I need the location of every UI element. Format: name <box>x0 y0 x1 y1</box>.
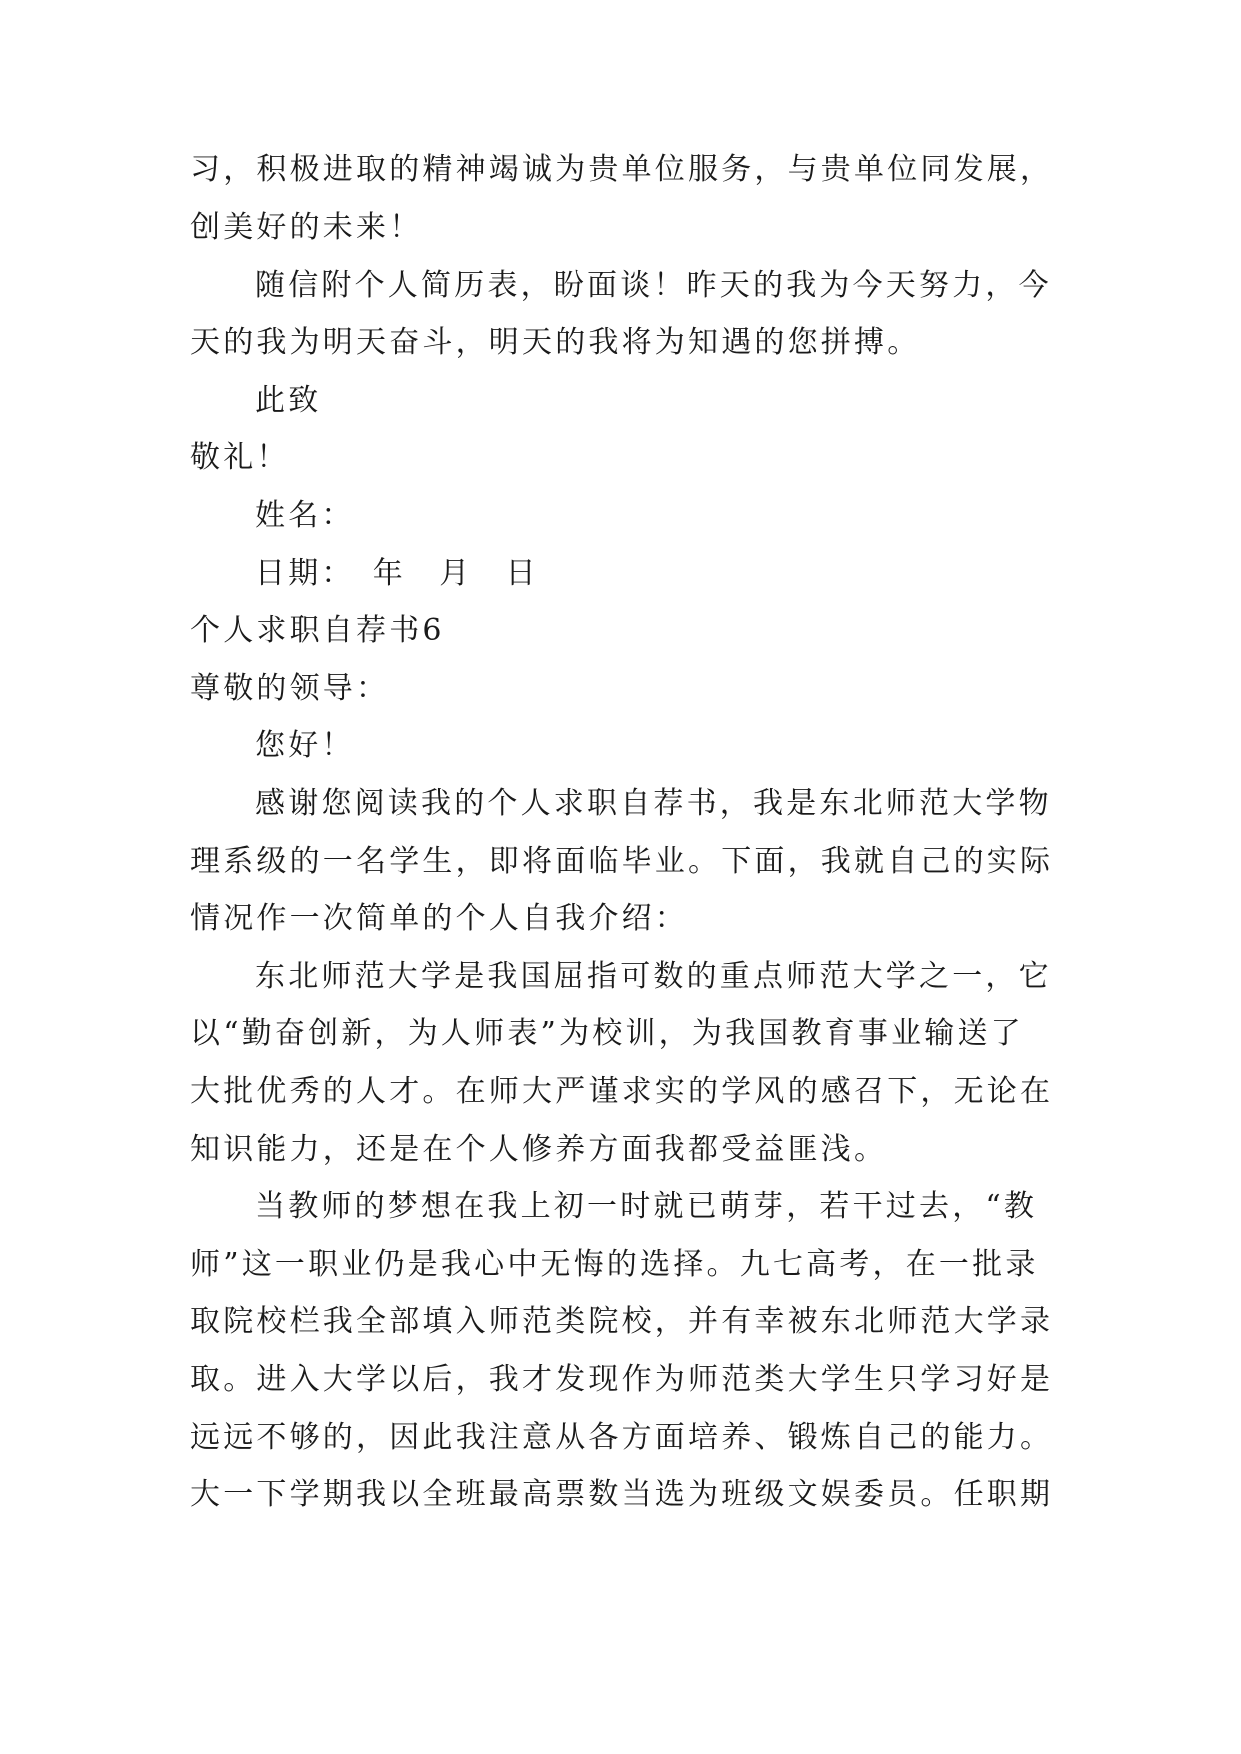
text-line: 此致 <box>255 383 322 418</box>
text-line: 天的我为明天奋斗，明天的我将为知遇的您拼搏。 <box>190 325 921 360</box>
text-line: 师”这一职业仍是我心中无悔的选择。九七高考，在一批录 <box>190 1247 1039 1282</box>
text-line: 大批优秀的人才。在师大严谨求实的学风的感召下，无论在 <box>190 1074 1054 1109</box>
text-line: 敬礼！ <box>190 440 290 475</box>
text-line: 您好！ <box>255 728 355 763</box>
text-line: 习，积极进取的精神竭诚为贵单位服务，与贵单位同发展， <box>190 152 1054 187</box>
text-line: 以“勤奋创新，为人师表”为校训，为我国教育事业输送了 <box>190 1016 1024 1051</box>
text-line: 大一下学期我以全班最高票数当选为班级文娱委员。任职期 <box>190 1477 1054 1512</box>
text-line: 知识能力，还是在个人修养方面我都受益匪浅。 <box>190 1132 888 1167</box>
text-line: 随信附个人简历表，盼面谈！昨天的我为今天努力，今 <box>255 268 1052 303</box>
text-line: 当教师的梦想在我上初一时就已萌芽，若干过去，“教 <box>255 1189 1038 1224</box>
text-line: 理系级的一名学生，即将面临毕业。下面，我就自己的实际 <box>190 844 1054 879</box>
section-heading: 个人求职自荐书6 <box>190 613 445 648</box>
text-line: 东北师范大学是我国屈指可数的重点师范大学之一，它 <box>255 959 1052 994</box>
text-line: 取院校栏我全部填入师范类院校，并有幸被东北师范大学录 <box>190 1304 1054 1339</box>
text-line: 情况作一次简单的个人自我介绍： <box>190 901 688 936</box>
text-line: 创美好的未来！ <box>190 210 423 245</box>
text-line: 尊敬的领导： <box>190 671 390 706</box>
text-line: 远远不够的，因此我注意从各方面培养、锻炼自己的能力。 <box>190 1420 1054 1455</box>
text-line: 日期： 年 月 日 <box>255 556 539 591</box>
text-line: 姓名： <box>255 498 355 533</box>
text-line: 感谢您阅读我的个人求职自荐书，我是东北师范大学物 <box>255 786 1052 821</box>
text-line: 取。进入大学以后，我才发现作为师范类大学生只学习好是 <box>190 1362 1054 1397</box>
